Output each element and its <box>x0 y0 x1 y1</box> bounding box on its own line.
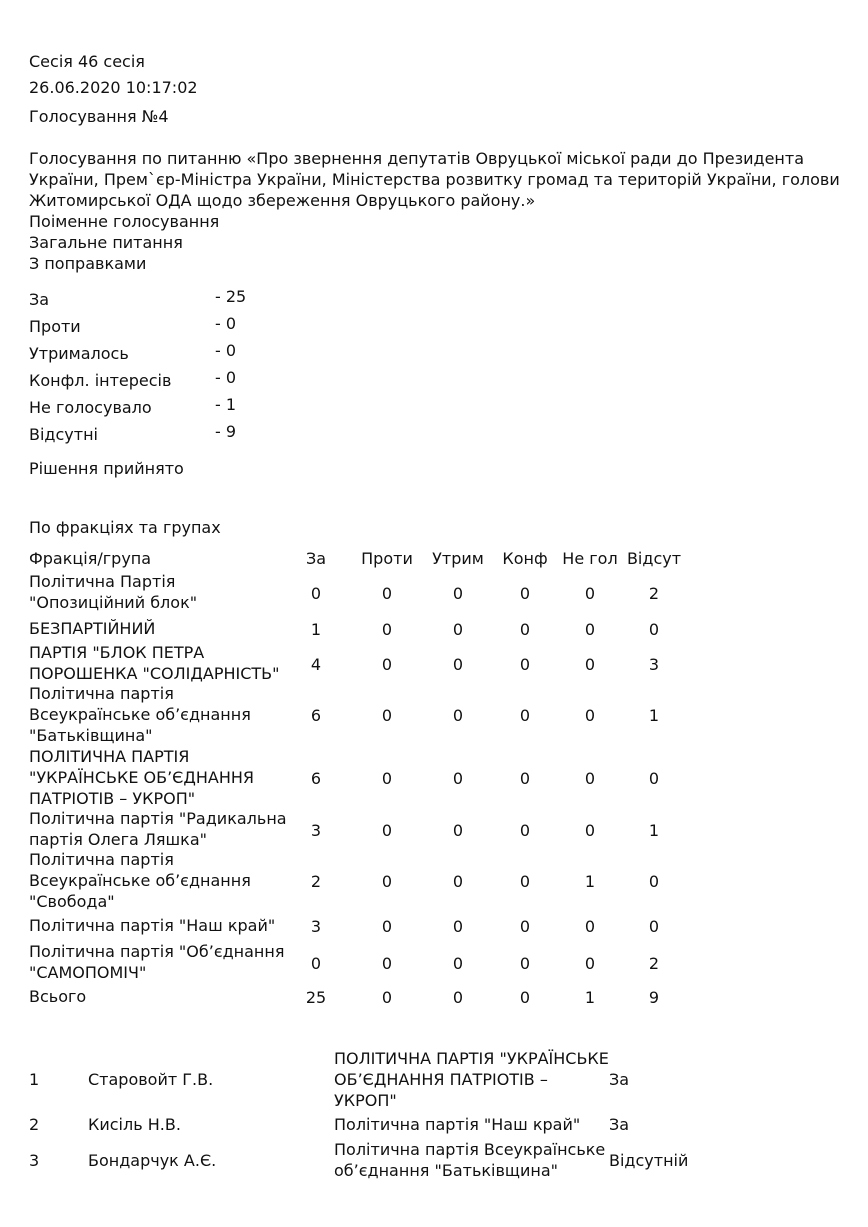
faction-value-cell: 3 <box>648 654 660 674</box>
faction-value-cell: 0 <box>584 769 596 788</box>
faction-value-cell: 6 <box>310 769 322 788</box>
vote-number: Голосування №4 <box>29 107 169 126</box>
deputy-party-line: об’єднання "Батьківщина" <box>334 1161 559 1180</box>
faction-value-cell: 0 <box>452 620 464 639</box>
deputy-number: 3 <box>29 1150 40 1170</box>
faction-value-cell: 0 <box>310 953 322 973</box>
table-header-cell: За <box>305 549 327 568</box>
faction-value-cell: 0 <box>648 872 660 891</box>
faction-value-cell: 0 <box>519 620 531 639</box>
faction-value-cell: 0 <box>519 820 531 840</box>
deputy-name: Старовойт Г.В. <box>88 1070 214 1089</box>
faction-value-cell: 0 <box>381 583 393 603</box>
faction-value-cell: 0 <box>381 654 393 674</box>
deputy-name: Кисіль Н.В. <box>88 1115 181 1134</box>
faction-name-line: Всеукраїнське об’єднання <box>29 871 251 890</box>
faction-value-cell: 0 <box>452 872 464 891</box>
faction-name-line: "Батьківщина" <box>29 726 153 745</box>
table-header-cell: Фракція/група <box>29 549 152 568</box>
faction-value-cell: 0 <box>519 953 531 973</box>
faction-value-cell: 0 <box>452 583 464 603</box>
faction-value-cell: 0 <box>584 583 596 603</box>
deputy-party-line: Політична партія Всеукраїнське <box>334 1140 606 1159</box>
deputy-number: 1 <box>29 1070 40 1089</box>
faction-value-cell: 0 <box>452 953 464 973</box>
faction-value-cell: 0 <box>584 620 596 639</box>
faction-value-cell: 0 <box>519 988 531 1007</box>
faction-value-cell: 3 <box>310 917 322 936</box>
deputy-vote: За <box>609 1070 630 1089</box>
deputy-party-line: ПОЛІТИЧНА ПАРТІЯ "УКРАЇНСЬКЕ <box>334 1049 609 1068</box>
deputy-party-line: ОБ’ЄДНАННЯ ПАТРІОТІВ – <box>334 1070 548 1089</box>
result-label: Конфл. інтересів <box>29 371 172 390</box>
table-header-cell: Відсут <box>626 549 682 568</box>
amendments-note: З поправками <box>29 254 147 273</box>
faction-name-line: ПАРТІЯ "БЛОК ПЕТРА <box>29 643 205 662</box>
faction-value-cell: 0 <box>452 706 464 725</box>
question-category: Загальне питання <box>29 233 183 252</box>
deputy-vote: За <box>609 1115 630 1134</box>
faction-value-cell: 1 <box>584 872 596 891</box>
result-value: - 9 <box>215 422 237 441</box>
faction-value-cell: 0 <box>648 917 660 936</box>
result-value: - 0 <box>215 341 237 360</box>
faction-value-cell: 0 <box>519 769 531 788</box>
faction-value-cell: 0 <box>381 706 393 725</box>
faction-name-line: Політична партія <box>29 684 174 703</box>
result-value: - 0 <box>215 368 237 387</box>
faction-value-cell: 0 <box>584 706 596 725</box>
faction-name-line: ПОРОШЕНКА "СОЛІДАРНІСТЬ" <box>29 664 280 683</box>
question-line: Голосування по питанню «Про звернення депутатів Овруцької міської ради до Президента <box>29 149 805 168</box>
faction-value-cell: 0 <box>381 620 393 639</box>
faction-value-cell: 6 <box>310 706 322 725</box>
table-header-cell: Утрим <box>432 549 484 568</box>
session-label: Сесія 46 сесія <box>29 52 145 71</box>
faction-value-cell: 0 <box>519 872 531 891</box>
deputy-number: 2 <box>29 1115 40 1134</box>
faction-name-line: Політична партія "Об’єднання <box>29 942 285 961</box>
faction-value-cell: 0 <box>519 654 531 674</box>
faction-name-line: "Свобода" <box>29 892 115 911</box>
faction-name-line: Всього <box>29 987 87 1006</box>
deputy-party-line: УКРОП" <box>334 1091 397 1110</box>
faction-value-cell: 0 <box>584 917 596 936</box>
question-line: України, Прем`єр-Міністра України, Міністерства розвитку громад та територій України, голови <box>29 170 840 189</box>
faction-name-line: Політична партія "Радикальна <box>29 809 287 828</box>
result-value: - 1 <box>215 395 237 414</box>
faction-value-cell: 0 <box>381 872 393 891</box>
faction-value-cell: 0 <box>381 917 393 936</box>
faction-name-line: ПАТРІОТІВ – УКРОП" <box>29 789 196 808</box>
faction-value-cell: 0 <box>584 820 596 840</box>
faction-name-line: "Опозиційний блок" <box>29 593 198 612</box>
table-header-cell: Не гол <box>562 549 618 568</box>
faction-value-cell: 0 <box>452 917 464 936</box>
faction-value-cell: 0 <box>648 769 660 788</box>
faction-value-cell: 1 <box>310 620 322 639</box>
faction-name-line: партія Олега Ляшка" <box>29 830 207 849</box>
faction-value-cell: 0 <box>381 820 393 840</box>
factions-section-title: По фракціях та групах <box>29 518 221 537</box>
decision-status: Рішення прийнято <box>29 459 184 478</box>
faction-value-cell: 0 <box>519 706 531 725</box>
table-header-cell: Проти <box>361 549 413 568</box>
faction-value-cell: 0 <box>310 583 322 603</box>
result-label: Проти <box>29 317 81 336</box>
faction-value-cell: 3 <box>310 820 322 840</box>
vote-type: Поіменне голосування <box>29 212 220 231</box>
faction-value-cell: 0 <box>648 620 660 639</box>
faction-value-cell: 0 <box>519 583 531 603</box>
result-label: Не голосувало <box>29 398 152 417</box>
deputy-party-line: Політична партія "Наш край" <box>334 1115 581 1134</box>
faction-value-cell: 1 <box>648 706 660 725</box>
faction-value-cell: 4 <box>310 654 322 674</box>
question-line: Житомирської ОДА щодо збереження Овруцького району.» <box>29 191 536 210</box>
faction-name-line: БЕЗПАРТІЙНИЙ <box>29 619 156 638</box>
faction-value-cell: 1 <box>648 820 660 840</box>
faction-value-cell: 2 <box>310 872 322 891</box>
result-label: Утрималось <box>29 344 129 363</box>
result-label: За <box>29 290 50 309</box>
faction-value-cell: 0 <box>381 988 393 1007</box>
faction-value-cell: 0 <box>381 953 393 973</box>
faction-name-line: "УКРАЇНСЬКЕ ОБ’ЄДНАННЯ <box>29 768 254 787</box>
faction-value-cell: 2 <box>648 953 660 973</box>
faction-name-line: Політична партія "Наш край" <box>29 916 276 935</box>
faction-value-cell: 2 <box>648 583 660 603</box>
faction-value-cell: 0 <box>452 654 464 674</box>
result-value: - 25 <box>215 287 247 306</box>
faction-name-line: Політична Партія <box>29 572 176 591</box>
faction-value-cell: 25 <box>305 988 327 1007</box>
faction-value-cell: 9 <box>648 988 660 1007</box>
faction-value-cell: 0 <box>584 654 596 674</box>
table-header-cell: Конф <box>502 549 548 568</box>
deputy-name: Бондарчук А.Є. <box>88 1150 217 1170</box>
deputy-vote: Відсутній <box>609 1150 689 1170</box>
faction-value-cell: 1 <box>584 988 596 1007</box>
faction-name-line: "САМОПОМІЧ" <box>29 963 147 982</box>
faction-name-line: Політична партія <box>29 850 174 869</box>
faction-value-cell: 0 <box>452 769 464 788</box>
faction-value-cell: 0 <box>452 820 464 840</box>
faction-value-cell: 0 <box>584 953 596 973</box>
faction-value-cell: 0 <box>381 769 393 788</box>
faction-name-line: Всеукраїнське об’єднання <box>29 705 251 724</box>
result-label: Відсутні <box>29 425 98 444</box>
faction-value-cell: 0 <box>519 917 531 936</box>
faction-value-cell: 0 <box>452 988 464 1007</box>
vote-datetime: 26.06.2020 10:17:02 <box>29 78 198 97</box>
result-value: - 0 <box>215 314 237 333</box>
faction-name-line: ПОЛІТИЧНА ПАРТІЯ <box>29 747 190 766</box>
